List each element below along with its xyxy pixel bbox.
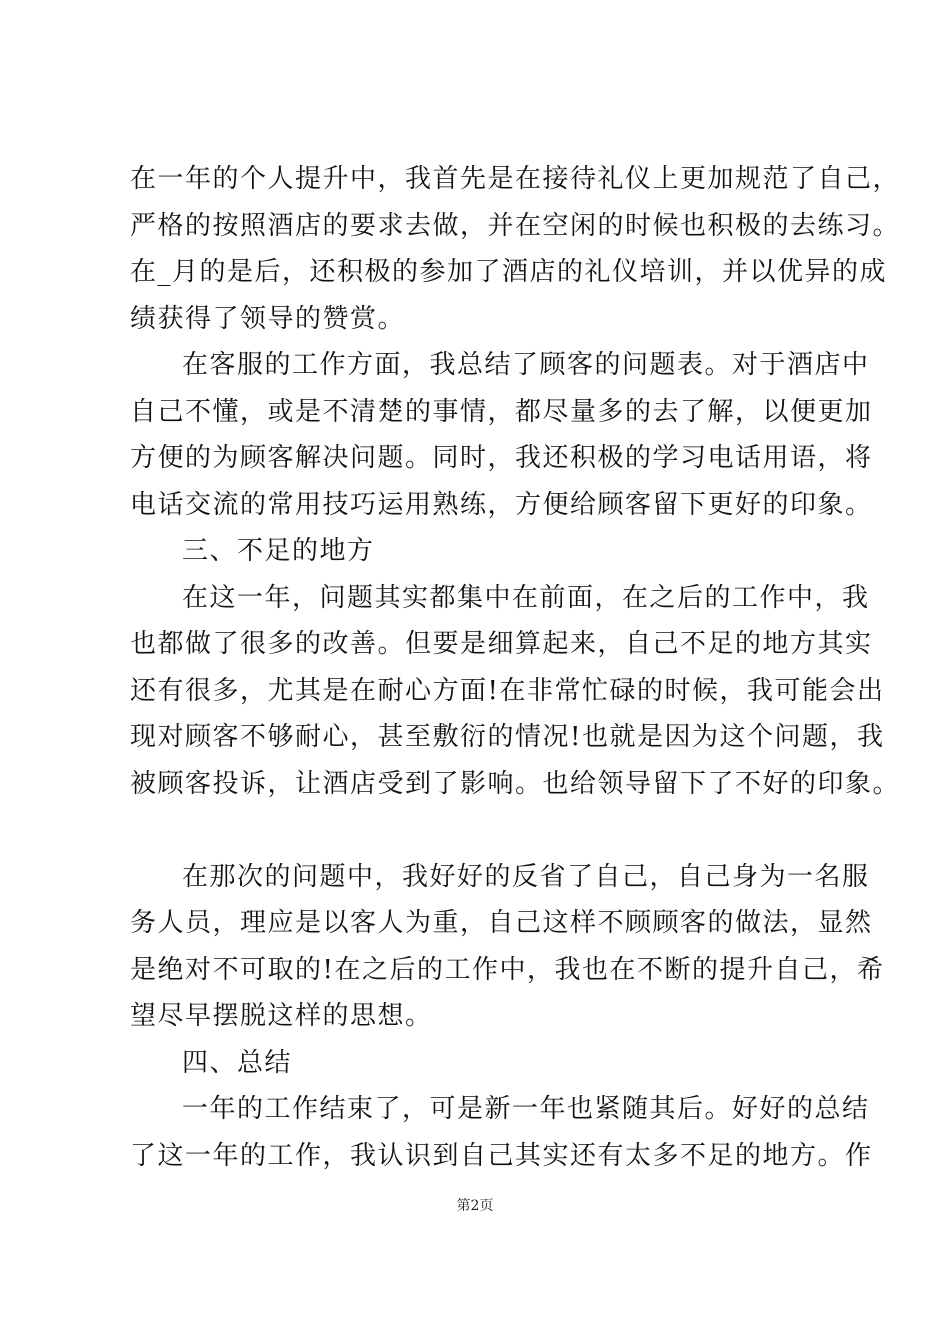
text-line: 是绝对不可取的!在之后的工作中，我也在不断的提升自己，希 [130,954,885,985]
paragraph-customer-service [130,342,873,528]
text-line: 严格的按照酒店的要求去做，并在空闲的时候也积极的去练习。 [130,210,901,241]
section-heading-summary: 四、总结 [182,1047,293,1078]
section-heading-shortcomings: 三、不足的地方 [182,536,375,566]
text-line: 自己不懂，或是不清楚的事情，都尽量多的去了解，以便更加 [130,396,873,427]
text-line: 在那次的问题中，我好好的反省了自己，自己身为一名服 [182,861,870,892]
text-line: 还有很多，尤其是在耐心方面!在非常忙碌的时候，我可能会出 [130,675,885,706]
text-line: 务人员，理应是以客人为重，自己这样不顾顾客的做法，显然 [130,908,873,938]
text-line: 望尽早摆脱这样的思想。 [130,1001,433,1031]
paragraph-spacer [130,807,830,854]
paragraph-reflection [130,854,885,1040]
text-line: 在这一年，问题其实都集中在前面，在之后的工作中，我 [182,582,870,613]
text-line: 绩获得了领导的赞赏。 [130,303,406,334]
text-line: 在_月的是后，还积极的参加了酒店的礼仪培训，并以优异的成 [130,257,888,287]
text-line: 也都做了很多的改善。但要是细算起来，自己不足的地方其实 [130,629,873,659]
paragraph-personal-improvement [130,156,901,342]
document-body [130,156,901,1179]
text-line: 在一年的个人提升中，我首先是在接待礼仪上更加规范了自己， [130,164,901,194]
text-line: 方便的为顾客解决问题。同时，我还积极的学习电话用语，将 [130,443,873,473]
page-number: 第2页 [456,1198,494,1214]
text-line: 电话交流的常用技巧运用熟练，方便给顾客留下更好的印象。 [130,489,873,520]
text-line: 被顾客投诉，让酒店受到了影响。也给领导留下了不好的印象。 [130,768,901,799]
text-line: 一年的工作结束了，可是新一年也紧随其后。好好的总结 [182,1094,870,1124]
text-line: 现对顾客不够耐心，甚至敷衍的情况!也就是因为这个问题，我 [130,722,885,752]
paragraph-shortcomings [130,575,901,808]
text-line: 了这一年的工作，我认识到自己其实还有太多不足的地方。作 [130,1140,873,1171]
paragraph-summary [130,1086,873,1179]
text-line: 在客服的工作方面，我总结了顾客的问题表。对于酒店中 [182,350,870,380]
